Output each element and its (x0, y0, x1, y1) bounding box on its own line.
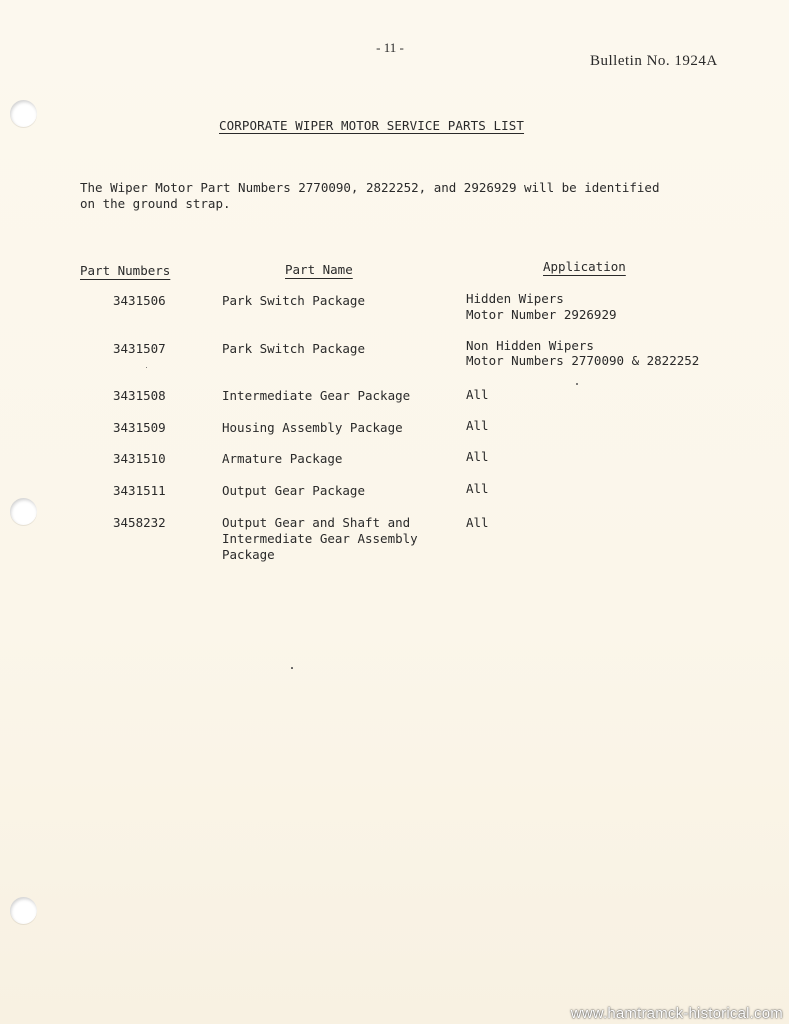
row-2-part-number: 3431507 (113, 341, 166, 356)
row-1-part-name: Park Switch Package (222, 293, 365, 308)
row-5-part-number: 3431510 (113, 451, 166, 466)
row-6-part-name: Output Gear Package (222, 483, 365, 498)
intro-line-2: on the ground strap. (80, 196, 231, 211)
row-3-part-number: 3431508 (113, 388, 166, 403)
intro-paragraph (80, 180, 659, 212)
row-2-application-line-2: Motor Numbers 2770090 & 2822252 (466, 353, 700, 368)
row-4-application: All (466, 418, 489, 433)
row-4-part-number: 3431509 (113, 420, 166, 435)
row-6-part-number: 3431511 (113, 483, 166, 498)
intro-line-1: The Wiper Motor Part Numbers 2770090, 2822252, and 2926929 will be identified (80, 180, 660, 195)
header-application: Application (543, 259, 626, 274)
bulletin-number: Bulletin No. 1924A (590, 53, 718, 69)
row-2-part-name: Park Switch Package (222, 341, 365, 356)
row-4-part-name: Housing Assembly Package (222, 420, 403, 435)
row-5-part-name: Armature Package (222, 451, 343, 466)
row-2-application-line-1: Non Hidden Wipers (466, 338, 594, 353)
paper-speck (576, 383, 578, 385)
row-7-part-number: 3458232 (113, 515, 166, 530)
row-3-part-name: Intermediate Gear Package (222, 388, 411, 403)
punch-hole-middle (10, 498, 37, 525)
paper-speck (291, 667, 293, 669)
row-7-part-name-line-3: Package (222, 547, 275, 562)
paper-speck (146, 367, 147, 368)
header-part-numbers: Part Numbers (80, 263, 171, 278)
row-1-part-number: 3431506 (113, 293, 166, 308)
row-5-application: All (466, 449, 489, 464)
site-watermark: www.hamtramck-historical.com (570, 1005, 783, 1022)
row-7-part-name-line-2: Intermediate Gear Assembly (222, 531, 418, 546)
header-part-name: Part Name (285, 262, 353, 277)
page-number: - 11 - (376, 40, 404, 55)
row-7-part-name-line-1: Output Gear and Shaft and (222, 515, 411, 530)
punch-hole-top (10, 100, 37, 127)
document-title: CORPORATE WIPER MOTOR SERVICE PARTS LIST (219, 118, 525, 133)
row-1-application-line-1: Hidden Wipers (466, 291, 564, 306)
row-6-application: All (466, 481, 489, 496)
punch-hole-bottom (10, 897, 37, 924)
row-3-application: All (466, 387, 489, 402)
row-1-application-line-2: Motor Number 2926929 (466, 307, 617, 322)
row-7-application: All (466, 515, 489, 530)
